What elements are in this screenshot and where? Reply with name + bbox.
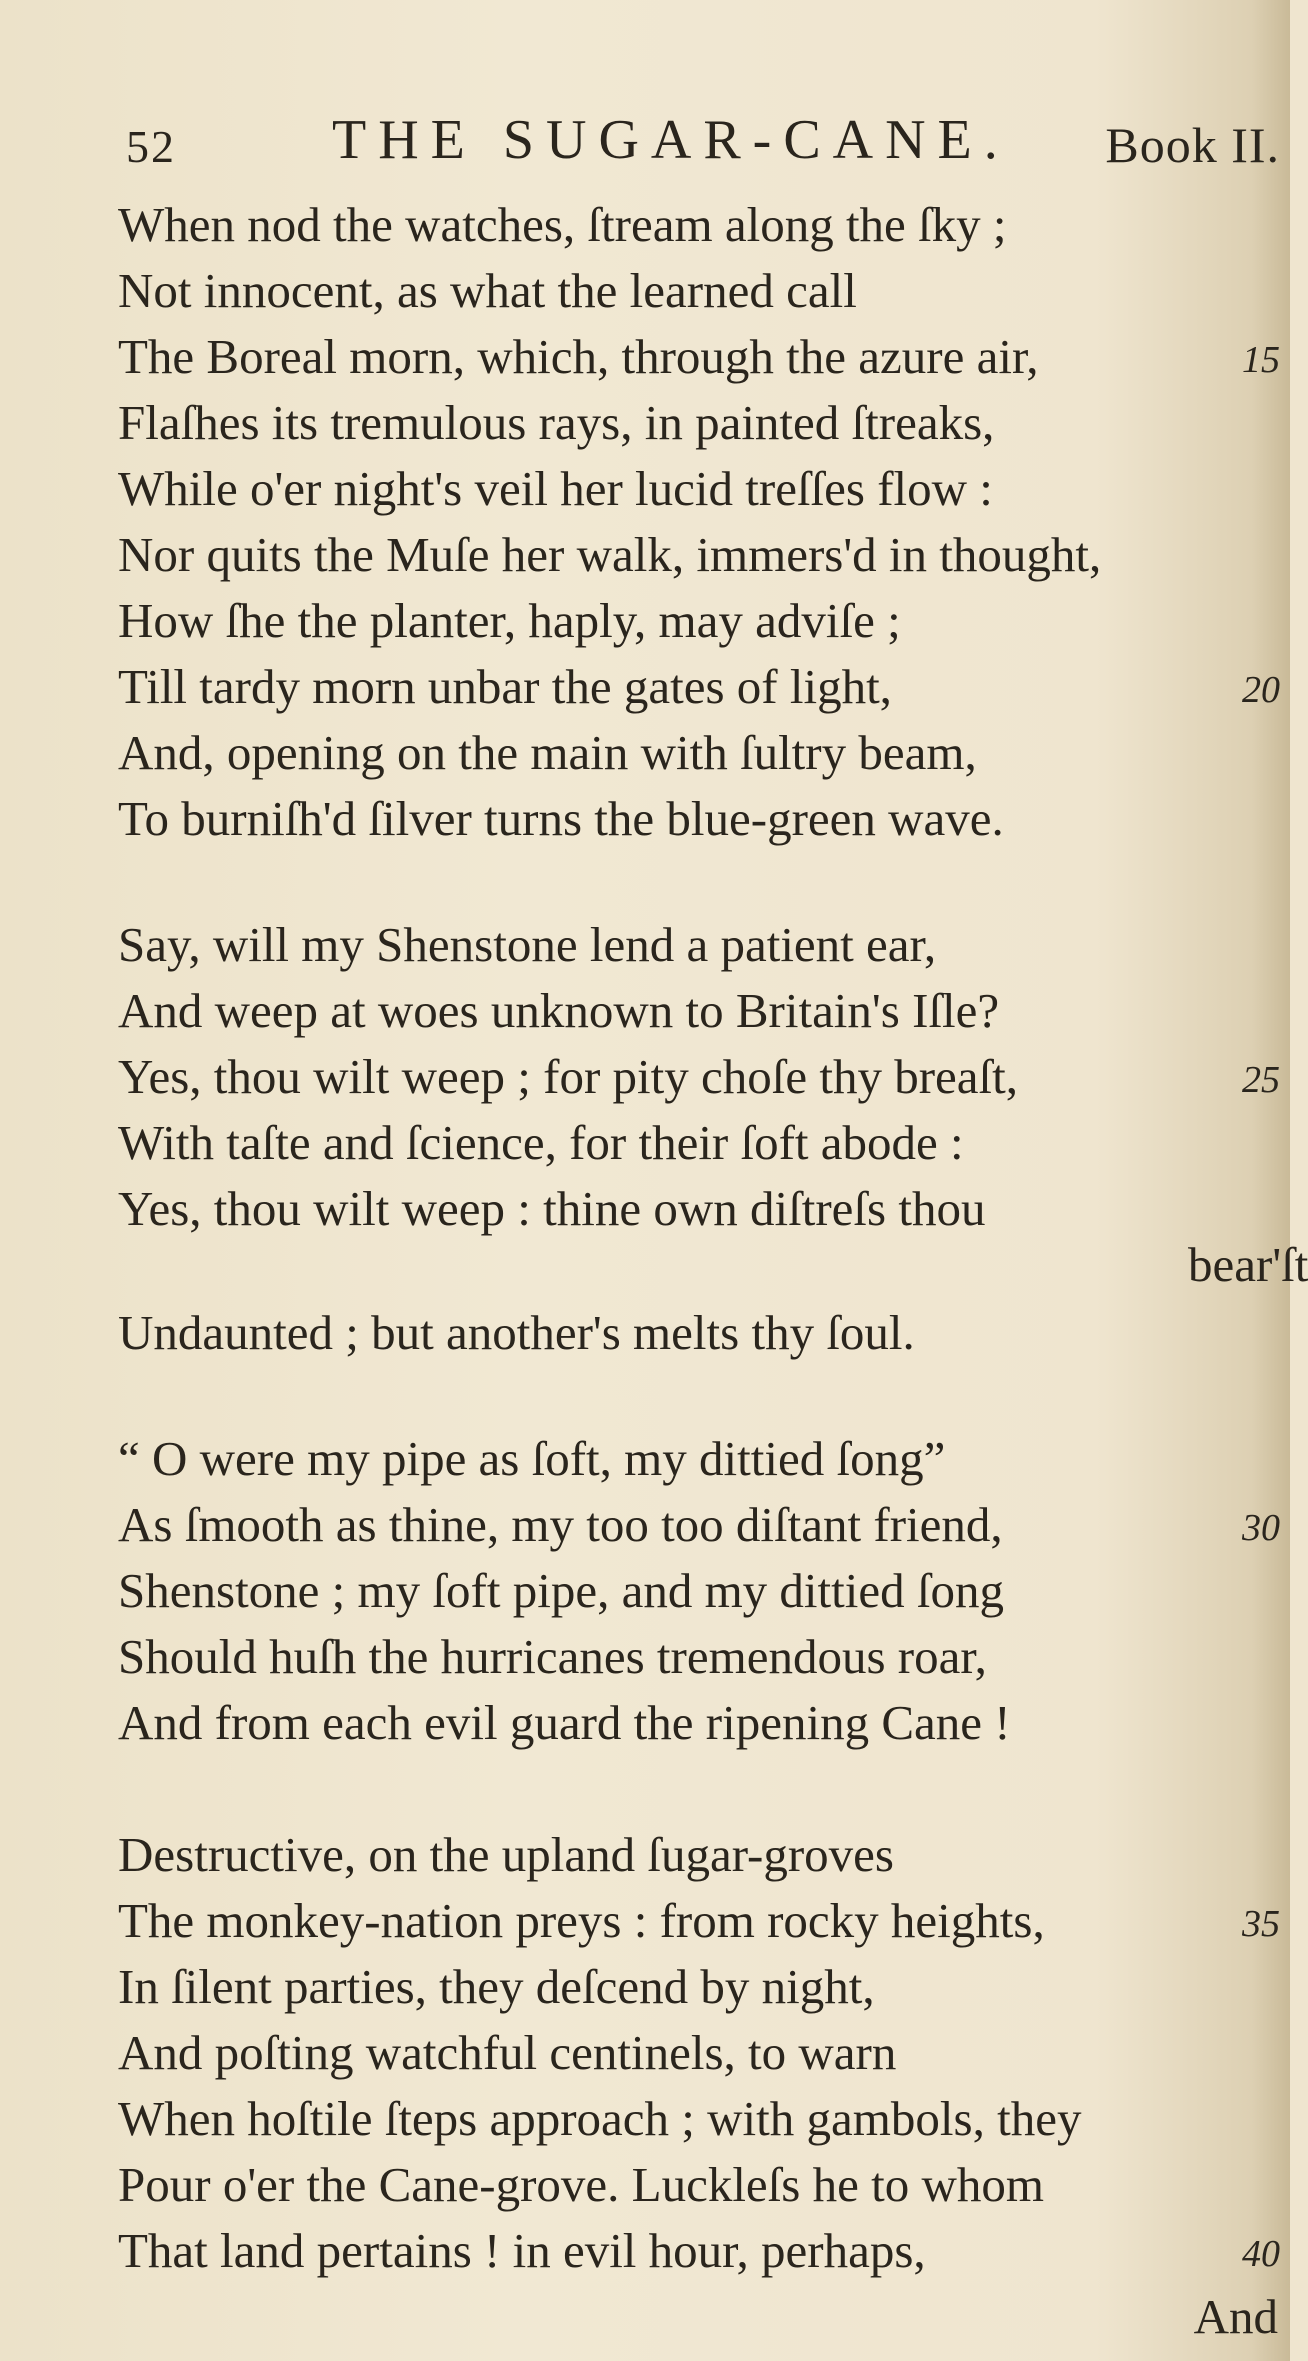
book-label: Book II.: [1105, 117, 1280, 173]
poem-line: The Boreal morn, which, through the azure air,: [118, 329, 1039, 384]
poem-line: Not innocent, as what the learned call: [118, 263, 857, 318]
poem-line: With taſte and ſcience, for their ſoft abode :: [118, 1115, 964, 1170]
running-title: THE SUGAR-CANE.: [332, 109, 1010, 171]
poem-line: While o'er night's veil her lucid treſſes flow :: [118, 461, 993, 516]
poem-line: Say, will my Shenstone lend a patient ear,: [118, 917, 937, 972]
poem-line: How ſhe the planter, haply, may adviſe ;: [118, 593, 901, 648]
line-number: 25: [1242, 1059, 1280, 1101]
poem-line: And, opening on the main with ſultry beam,: [118, 725, 977, 780]
poem-line: “ O were my pipe as ſoft, my dittied ſong”: [118, 1431, 946, 1486]
poem-line: Flaſhes its tremulous rays, in painted ſtreaks,: [118, 395, 995, 450]
poem-line: Yes, thou wilt weep : thine own diſtreſs thou: [118, 1181, 986, 1236]
poem-line: When hoſtile ſteps approach ; with gambols, they: [118, 2091, 1082, 2146]
poem-line: That land pertains ! in evil hour, perhaps,: [118, 2223, 926, 2278]
poem-line: The monkey-nation preys : from rocky heights,: [118, 1893, 1045, 1948]
poem-line: As ſmooth as thine, my too too diſtant friend,: [118, 1497, 1003, 1552]
poem-line: And from each evil guard the ripening Cane !: [118, 1695, 1011, 1750]
poem-line: Yes, thou wilt weep ; for pity choſe thy breaſt,: [118, 1049, 1019, 1104]
line-number: 20: [1242, 669, 1280, 711]
line-number: 30: [1242, 1507, 1280, 1549]
poem-line-turnover: bear'ſt: [1188, 1237, 1308, 1292]
poem-line: Should huſh the hurricanes tremendous roar,: [118, 1629, 987, 1684]
catchword: And: [1193, 2289, 1278, 2344]
poem-line: And weep at woes unknown to Britain's Iſle?: [118, 983, 1000, 1038]
poem-line: In ſilent parties, they deſcend by night,: [118, 1959, 875, 2014]
poem-line: Nor quits the Muſe her walk, immers'd in thought,: [118, 527, 1102, 582]
poem-line: And poſting watchful centinels, to warn: [118, 2025, 897, 2080]
poem-line: To burniſh'd ſilver turns the blue-green wave.: [118, 791, 1004, 846]
poem-line: When nod the watches, ſtream along the ſky ;: [118, 197, 1007, 252]
page-number: 52: [126, 121, 176, 172]
poem-line: Undaunted ; but another's melts thy ſoul.: [118, 1305, 915, 1360]
poem-line: Till tardy morn unbar the gates of light,: [118, 659, 892, 714]
poem-line: Shenstone ; my ſoft pipe, and my dittied ſong: [118, 1563, 1004, 1618]
line-number: 15: [1242, 339, 1280, 381]
line-number: 40: [1242, 2233, 1280, 2275]
poem-line: Pour o'er the Cane-grove. Luckleſs he to whom: [118, 2157, 1044, 2212]
poem-line: Destructive, on the upland ſugar-groves: [118, 1827, 894, 1882]
line-number: 35: [1242, 1903, 1280, 1945]
